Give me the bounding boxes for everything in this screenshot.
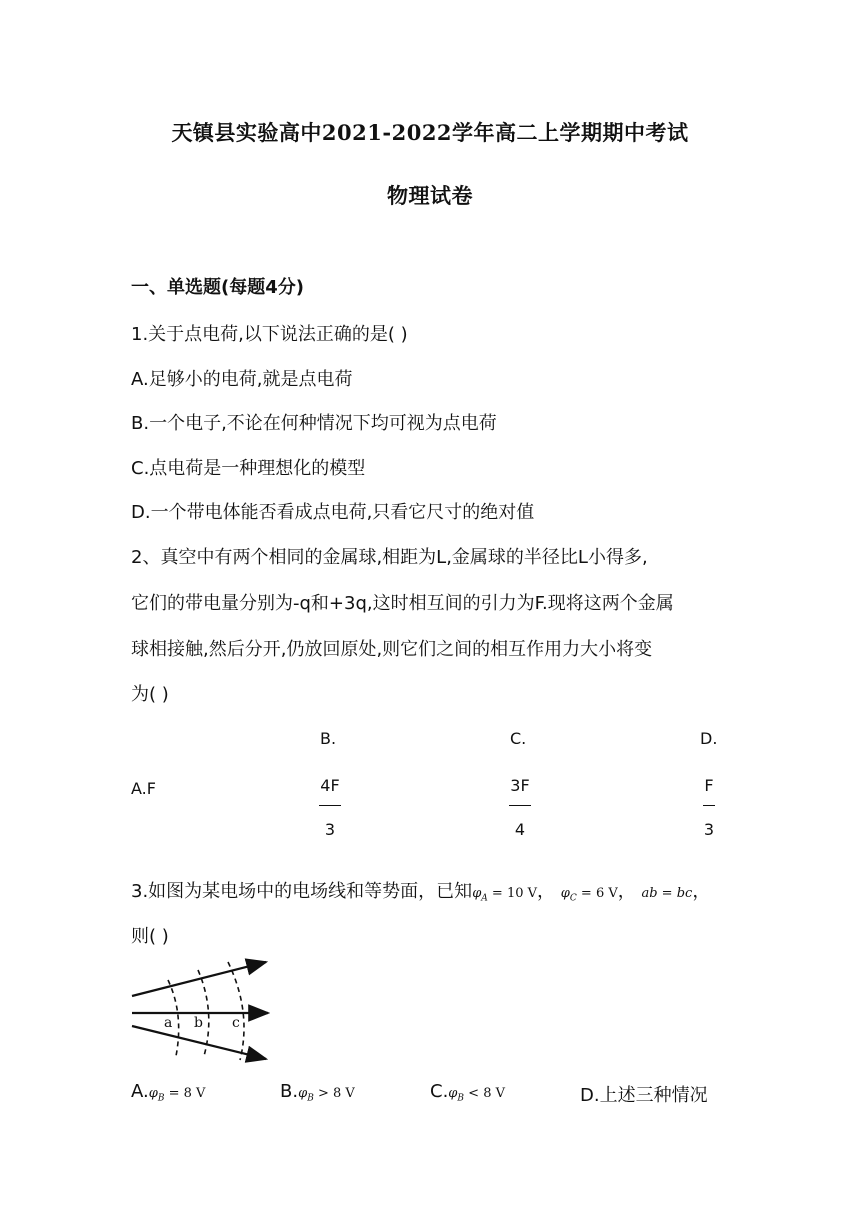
q1-option-a: A.足够小的电荷,就是点电荷 [131,369,353,390]
q2-option-c-numerator: 3F [510,776,530,795]
q2-line-1: 2、真空中有两个相同的金属球,相距为L,金属球的半径比L小得多, [131,547,648,568]
q2-option-b-fraction [315,776,345,839]
q2-option-c-fraction [505,776,535,839]
q2-option-b-label: B. [320,729,337,748]
q3-stem-suffix: ， [692,881,711,902]
q3-option-a [131,1081,205,1104]
q2-option-c-label: C. [510,729,527,748]
q3-separator: ， [537,881,556,902]
q2-option-c-denominator: 4 [514,820,526,839]
q1-option-c: C.点电荷是一种理想化的模型 [131,458,366,479]
exam-title: 天镇县实验高中2021-2022学年高二上学期期中考试 [171,120,689,145]
q2-line-2: 它们的带电量分别为-q和+3q,这时相互间的引力为F.现将这两个金属 [131,593,674,614]
q3-option-c-label: C. [430,1081,449,1102]
q2-option-b-numerator: 4F [320,776,340,795]
q3-stem-prefix: 3.如图为某电场中的电场线和等势面，已知 [131,881,473,902]
fraction-bar [319,805,341,806]
point-c-label: c [232,1015,240,1031]
fraction-bar [509,805,531,806]
q3-option-b-math: $\varphi_B > 8$ V [298,1086,355,1104]
exam-subtitle: 物理试卷 [387,183,473,208]
q3-option-d: D.上述三种情况 [580,1085,708,1106]
q3-option-b-value: > 8 V [317,1086,355,1101]
q3-phi-c-value: 6 V [595,886,618,901]
point-b-label: b [194,1015,203,1031]
q3-option-c-math: $\varphi_B < 8$ V [448,1086,505,1104]
section-heading: 一、单选题(每题4分) [131,277,304,298]
q3-phi-c: $\varphi_C = 6$ V [560,886,618,904]
q3-option-c [430,1081,505,1104]
q3-condition: ab = bc [641,886,693,901]
q3-separator: ， [617,881,636,902]
electric-field-diagram [128,956,276,1066]
q3-option-b [280,1081,355,1104]
q1-stem: 1.关于点电荷,以下说法正确的是( ) [131,324,408,345]
equipotential-c [228,962,244,1060]
q2-option-d-denominator: 3 [703,820,715,839]
q1-option-d: D.一个带电体能否看成点电荷,只看它尺寸的绝对值 [131,502,535,523]
q2-line-3: 球相接触,然后分开,仍放回原处,则它们之间的相互作用力大小将变 [131,639,653,660]
fraction-bar [703,805,715,806]
field-line-top [132,962,266,996]
q2-option-a: A.F [131,779,156,798]
q3-phi-a: $\varphi_A = 10$ V [472,886,538,904]
q2-option-d-numerator: F [704,776,714,795]
q3-phi-a-value: 10 V [506,886,538,901]
q2-line-4: 为( ) [131,684,169,705]
q1-option-b: B.一个电子,不论在何种情况下均可视为点电荷 [131,413,497,434]
q3-option-c-value: < 8 V [468,1086,505,1101]
q3-line-2: 则( ) [131,926,169,947]
point-a-label: a [164,1015,173,1031]
q2-option-d-fraction [694,776,724,839]
q2-option-d-label: D. [700,729,718,748]
q3-option-b-label: B. [280,1081,299,1102]
q3-option-a-value: = 8 V [168,1086,206,1101]
q3-option-a-math: $\varphi_B = 8$ V [148,1086,206,1104]
q2-option-b-denominator: 3 [324,820,336,839]
q3-option-a-label: A. [131,1081,149,1102]
q3-stem [131,877,710,904]
